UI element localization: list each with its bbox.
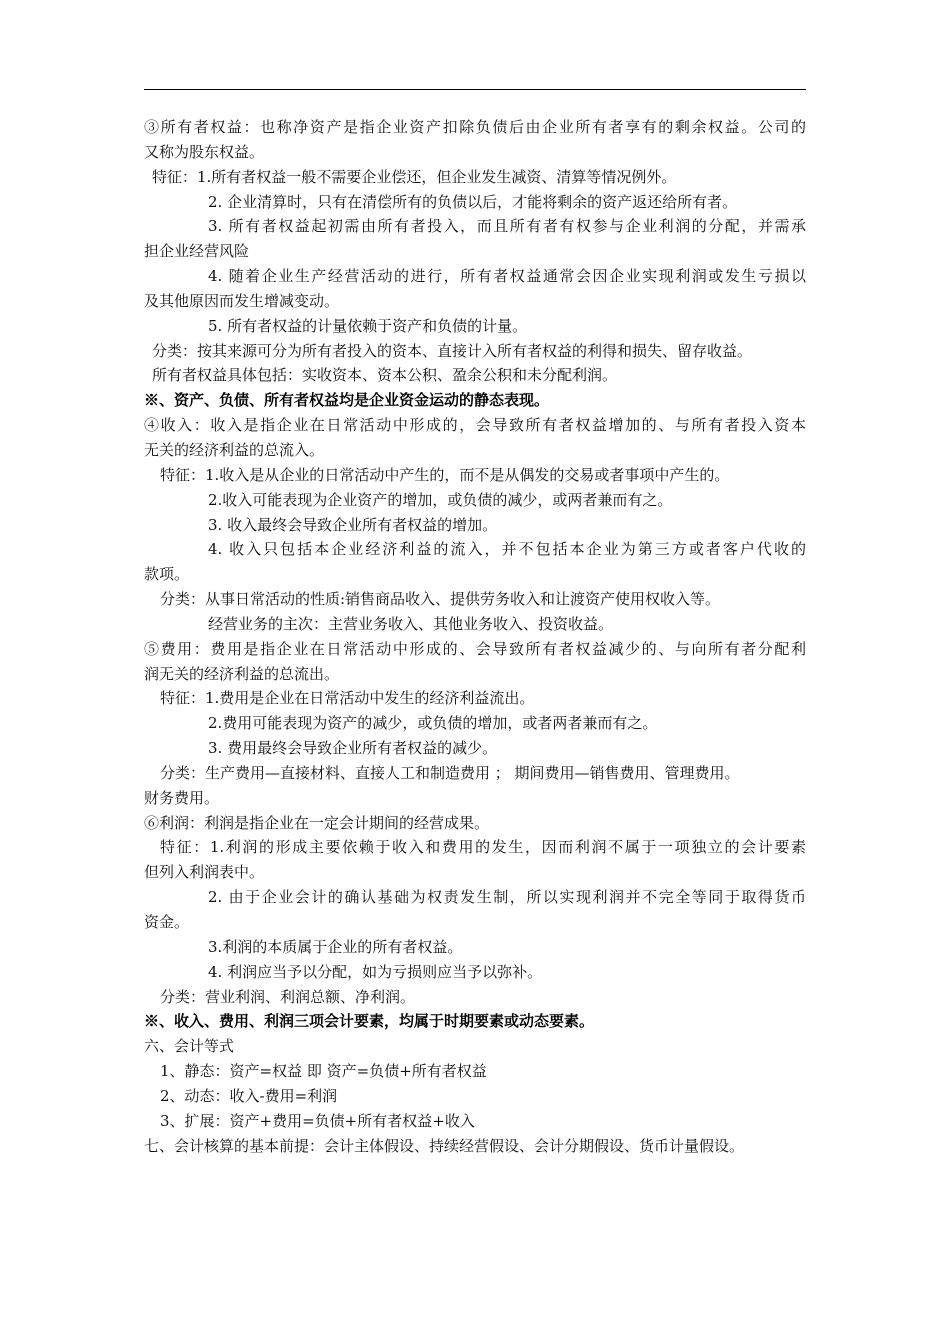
owner-equity-feature-3: 3. 所有者权益起初需由所有者投入，而且所有者有权参与企业利润的分配，并需承 [208,217,806,236]
profit-definition: ⑥利润：利润是指企业在一定会计期间的经营成果。 [144,813,490,832]
owner-equity-components: 所有者权益具体包括：实收资本、资本公积、盈余公积和未分配利润。 [152,366,618,385]
revenue-feature-1: 特征：1.收入是从企业的日常活动中产生的，而不是从偶发的交易或者事项中产生的。 [160,465,730,484]
expense-feature-2: 2.费用可能表现为资产的减少，或负债的增加，或者两者兼而有之。 [208,714,658,733]
equation-dynamic: 2、动态：收入-费用=利润 [160,1086,338,1105]
owner-equity-feature-1: 特征：1.所有者权益一般不需要企业偿还，但企业发生减资、清算等情况例外。 [152,167,677,186]
expense-definition: ⑤费用：费用是指企业在日常活动中形成的、会导致所有者权益减少的、与向所有者分配利 [144,639,806,658]
revenue-feature-4-cont: 款项。 [144,565,190,584]
expense-definition-cont: 润无关的经济利益的总流出。 [144,664,340,683]
section-heading-basic-assumptions: 七、会计核算的基本前提：会计主体假设、持续经营假设、会计分期假设、货币计量假设。 [144,1136,745,1155]
profit-feature-1: 特征：1.利润的形成主要依赖于收入和费用的发生，因而利润不属于一项独立的会计要素 [160,838,806,857]
dynamic-elements-note: ※、收入、费用、利润三项会计要素，均属于时期要素或动态要素。 [144,1012,595,1031]
revenue-definition-cont: 无关的经济利益的总流入。 [144,440,325,459]
owner-equity-feature-3-cont: 担企业经营风险 [144,242,250,261]
owner-equity-feature-4-cont: 及其他原因而发生增减变动。 [144,291,340,310]
revenue-classification-nature: 分类：从事日常活动的性质:销售商品收入、提供劳务收入和让渡资产使用权收入等。 [160,590,721,609]
expense-classification: 分类：生产费用—直接材料、直接人工和制造费用 ； 期间费用—销售费用、管理费用。 [160,763,740,782]
header-rule [144,89,806,90]
revenue-definition: ④收入：收入是指企业在日常活动中形成的，会导致所有者权益增加的、与所有者投入资本 [144,416,806,435]
expense-feature-1: 特征：1.费用是企业在日常活动中发生的经济利益流出。 [160,689,535,708]
owner-equity-classification: 分类：按其来源可分为所有者投入的资本、直接计入所有者权益的利得和损失、留存收益。 [152,341,753,360]
profit-feature-3: 3.利润的本质属于企业的所有者权益。 [208,937,463,956]
profit-classification: 分类：营业利润、利润总额、净利润。 [160,987,416,1006]
document-body [144,115,806,1158]
revenue-feature-3: 3. 收入最终会导致企业所有者权益的增加。 [208,515,498,534]
section-heading-accounting-equation: 六、会计等式 [144,1037,235,1056]
owner-equity-feature-4: 4. 随着企业生产经营活动的进行，所有者权益通常会因企业实现利润或发生亏损以 [208,267,806,286]
profit-feature-1-cont: 但列入利润表中。 [144,863,265,882]
profit-feature-2: 2. 由于企业会计的确认基础为权责发生制，所以实现利润并不完全等同于取得货币 [208,888,806,907]
profit-feature-4: 4. 利润应当予以分配，如为亏损则应当予以弥补。 [208,962,543,981]
owner-equity-definition-cont: 又称为股东权益。 [144,142,265,161]
expense-feature-3: 3. 费用最终会导致企业所有者权益的减少。 [208,739,498,758]
static-elements-note: ※、资产、负债、所有者权益均是企业资金运动的静态表现。 [144,391,550,410]
owner-equity-definition: ③所有者权益：也称净资产是指企业资产扣除负债后由企业所有者享有的剩余权益。公司的 [144,118,806,136]
revenue-feature-4: 4. 收入只包括本企业经济利益的流入，并不包括本企业为第三方或者客户代收的 [208,540,806,559]
profit-feature-2-cont: 资金。 [144,913,190,931]
expense-classification-cont: 财务费用。 [144,788,220,807]
owner-equity-feature-5: 5. 所有者权益的计量依赖于资产和负债的计量。 [208,316,528,335]
revenue-feature-2: 2.收入可能表现为企业资产的增加，或负债的减少，或两者兼而有之。 [208,490,673,509]
revenue-classification-priority: 经营业务的主次：主营业务收入、其他业务收入、投资收益。 [208,614,614,633]
equation-static: 1、静态：资产=权益 即 资产=负债+所有者权益 [160,1062,487,1081]
owner-equity-feature-2: 2. 企业清算时，只有在清偿所有的负债以后，才能将剩余的资产返还给所有者。 [208,192,738,211]
equation-extended: 3、扩展：资产+费用=负债+所有者权益+收入 [160,1111,475,1130]
